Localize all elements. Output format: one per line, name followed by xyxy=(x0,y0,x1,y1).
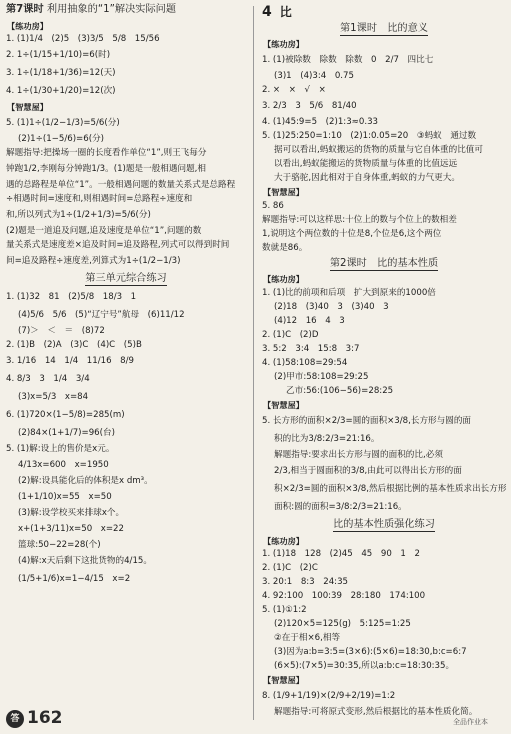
unit-3-review-title: 第三单元综合练习 xyxy=(85,273,167,285)
answer-line: 3. 5:2 3:4 15:8 3:7 xyxy=(262,344,360,355)
answer-line: x+(1+3/11)x=50 x=22 xyxy=(18,523,124,534)
chapter-number: 4 xyxy=(262,4,272,20)
guidance-line: 1,说明这个两位数的十位是8,个位是6,这个两位 xyxy=(262,228,442,239)
answer-line: 2. (1)B (2)A (3)C (4)C (5)B xyxy=(6,339,142,350)
left-column xyxy=(6,4,246,588)
answer-line: 3. 1÷(1/18+1/36)=12(天) xyxy=(6,68,116,79)
guidance-line: 解题指导:把操场一圈的长度看作单位“1”,则王飞每分 xyxy=(6,148,207,159)
answer-line: 3. 2/3 3 5/6 81/40 xyxy=(262,100,357,111)
answer-line: 3. 1/16 14 1/4 11/16 8/9 xyxy=(6,355,134,366)
answer-line: 5. (1)解:设上的售价是x元。 xyxy=(6,443,115,454)
guidance-line: 遇的总路程是单位“1”。一般相遇问题的数量关系式是总路程 xyxy=(6,180,236,191)
guidance-line: 和,所以列式为1÷(1/2+1/3)=5/6(分) xyxy=(6,210,151,221)
answer-line: (3)1 (4)3:4 0.75 xyxy=(274,70,354,81)
answer-line: 6. (1)720×(1−5/8)=285(m) xyxy=(6,409,125,420)
guidance-line: 解题指导:要求出长方形与圆的面积的比,必须 xyxy=(274,449,443,460)
wisdom-label: 【智慧屋】 xyxy=(263,186,304,197)
practice-label: 【练功房】 xyxy=(263,535,304,546)
answer-line: 以看出,蚂蚁能搬运的货物质量与体重的比值远远 xyxy=(274,158,458,169)
answer-line: (3)解:设学校买来排球x个。 xyxy=(18,507,125,518)
page-number: 162 xyxy=(27,708,63,728)
guidance-line: 间=追及路程÷速度差,列算式为1÷(1/2−1/3) xyxy=(6,256,181,267)
answer-line: (2)1÷(1−5/6)=6(分) xyxy=(18,134,105,145)
guidance-line: 钟跑1/2,李刚每分钟跑1/3。(1)题是一般相遇问题,相 xyxy=(6,164,206,175)
answer-line: (2)120×5=125(g) 5:125=1:25 xyxy=(274,619,411,630)
answer-line: 2. (1)C (2)D xyxy=(262,330,319,341)
answer-line: (7)＞ ＜ ＝ (8)72 xyxy=(18,325,105,336)
guidance-line: 解题指导:可将原式变形,然后根据比的基本性质化简。 xyxy=(274,707,478,718)
guidance-line: 面积:圆的面积=3/8:2/3=21:16。 xyxy=(274,501,407,512)
answer-line: 1. (1)18 128 (2)45 45 90 1 2 xyxy=(262,549,420,560)
answer-line: 5. (1)25:250=1:10 (2)1:0.05=20 ③蚂蚁 通过数 xyxy=(262,130,477,141)
answer-line: (2)84×(1+1/7)=96(台) xyxy=(18,427,115,438)
answer-line: 篮球:50−22=28(个) xyxy=(18,539,101,550)
answer-line: 5. 86 xyxy=(262,200,284,211)
answer-line: 1. (1)1/4 (2)5 (3)3/5 5/8 15/56 xyxy=(6,34,160,45)
answer-line: (4)5/6 5/6 (5)“辽宁号”航母 (6)11/12 xyxy=(18,309,185,320)
practice-label: 【练功房】 xyxy=(7,20,48,31)
answer-line: (2)解:设具能化后的体积是x dm³。 xyxy=(18,475,153,486)
answer-line: 据可以看出,蚂蚁搬运的货物的质量与它自体重的比值可 xyxy=(274,144,483,155)
practice-label: 【练功房】 xyxy=(263,39,304,50)
answer-line: 5. (1)1÷(1/2−1/3)=5/6(分) xyxy=(6,118,120,129)
guidance-line: 2/3,相当于圆面积的3/8,由此可以得出长方形的面 xyxy=(274,465,462,476)
answer-line: 1. (1)比的前项和后项 扩大到原来的1000倍 xyxy=(262,288,436,299)
chapter-name: 比 xyxy=(279,5,292,19)
chapter-heading xyxy=(262,4,506,22)
practice-label: 【练功房】 xyxy=(263,274,304,285)
answer-line: 4. 1÷(1/30+1/20)=12(次) xyxy=(6,86,116,97)
guidance-line: 解题指导:可以这样思:十位上的数与个位上的数相差 xyxy=(262,214,457,225)
right-column xyxy=(262,4,506,719)
answer-line: (2)甲市:58:108=29:25 xyxy=(274,372,369,383)
wisdom-label: 【智慧屋】 xyxy=(263,675,304,686)
answer-line: 乙市:56:(106−56)=28:25 xyxy=(286,386,394,397)
answer-line: (3)因为a:b=3:5=(3×6):(5×6)=18:30,b:c=6:7 xyxy=(274,647,467,658)
lesson-2-title: 第2课时 比的基本性质 xyxy=(329,257,439,269)
answer-line: (2)18 (3)40 3 (3)40 3 xyxy=(274,302,389,313)
answer-line: 积的比为3/8:2/3=21:16。 xyxy=(274,433,380,444)
guidance-line: 积×2/3=圆的面积×3/8,然后根据比例的基本性质求出长方形 xyxy=(274,483,506,494)
answer-line: 2. 1÷(1/15+1/10)=6(时) xyxy=(6,50,111,61)
guidance-line: (2)题是一道追及问题,追及速度是单位“1”,问题的数 xyxy=(6,226,202,237)
answer-line: 4. 8/3 3 1/4 3/4 xyxy=(6,373,90,384)
answer-line: 4/13x=600 x=1950 xyxy=(18,459,109,470)
answer-badge-icon: 答 xyxy=(6,710,24,728)
answer-line: 4. (1)58:108=29:54 xyxy=(262,358,348,369)
wisdom-label: 【智慧屋】 xyxy=(7,102,48,113)
answer-line: 3. 20:1 8:3 24:35 xyxy=(262,577,349,588)
answer-line: 4. 92:100 100:39 28:180 174:100 xyxy=(262,591,426,602)
footer-brand-text: 全品作业本 xyxy=(453,718,488,726)
answer-line: (4)12 16 4 3 xyxy=(274,316,345,327)
column-divider xyxy=(253,6,254,720)
lesson-7-title: 第7课时 利用抽象的“1”解决实际问题 xyxy=(6,4,177,15)
answer-line: 8. (1/9+1/19)×(2/9+2/19)=1:2 xyxy=(262,691,396,702)
answer-line: 大于骆驼,因此相对于自身体重,蚂蚁的力气更大。 xyxy=(274,172,460,183)
answer-line: 5. 长方形的面积×2/3=圆的面积×3/8,长方形与圆的面 xyxy=(262,415,472,426)
answer-line: (3)x=5/3 x=84 xyxy=(18,391,89,402)
answer-line: 4. (1)45:9=5 (2)1:3≈0.33 xyxy=(262,116,379,127)
answer-line: 1. (1)32 81 (2)5/8 18/3 1 xyxy=(6,291,137,302)
strengthening-exercise-title: 比的基本性质强化练习 xyxy=(333,518,435,530)
answer-line: 1. (1)被除数 除数 除数 0 2/7 四比七 xyxy=(262,54,434,65)
guidance-line: ÷相遇时间=速度和,则相遇时间=总路程÷速度和 xyxy=(6,194,193,205)
guidance-line: 量关系式是速度差×追及时间=追及路程,列式可以得到时间 xyxy=(6,240,230,251)
answer-line: (4)解:x天后剩下这批货物的4/15。 xyxy=(18,555,152,566)
guidance-line: 数就是86。 xyxy=(262,242,308,253)
answer-line: (1+1/10)x=55 x=50 xyxy=(18,491,112,502)
page-badge xyxy=(6,708,63,729)
lesson-1-title: 第1课时 比的意义 xyxy=(340,22,428,34)
answer-line: 2. × × √ × xyxy=(262,84,326,95)
wisdom-label: 【智慧屋】 xyxy=(263,400,304,411)
answer-line: 2. (1)C (2)C xyxy=(262,563,318,574)
answer-line: (1/5+1/6)x=1−4/15 x=2 xyxy=(18,573,131,584)
answer-line: ②在于相×6,相等 xyxy=(274,633,341,644)
answer-line: 5. (1)①1:2 xyxy=(262,605,307,616)
answer-line: (6×5):(7×5)=30:35,所以a:b:c=18:30:35。 xyxy=(274,661,455,672)
